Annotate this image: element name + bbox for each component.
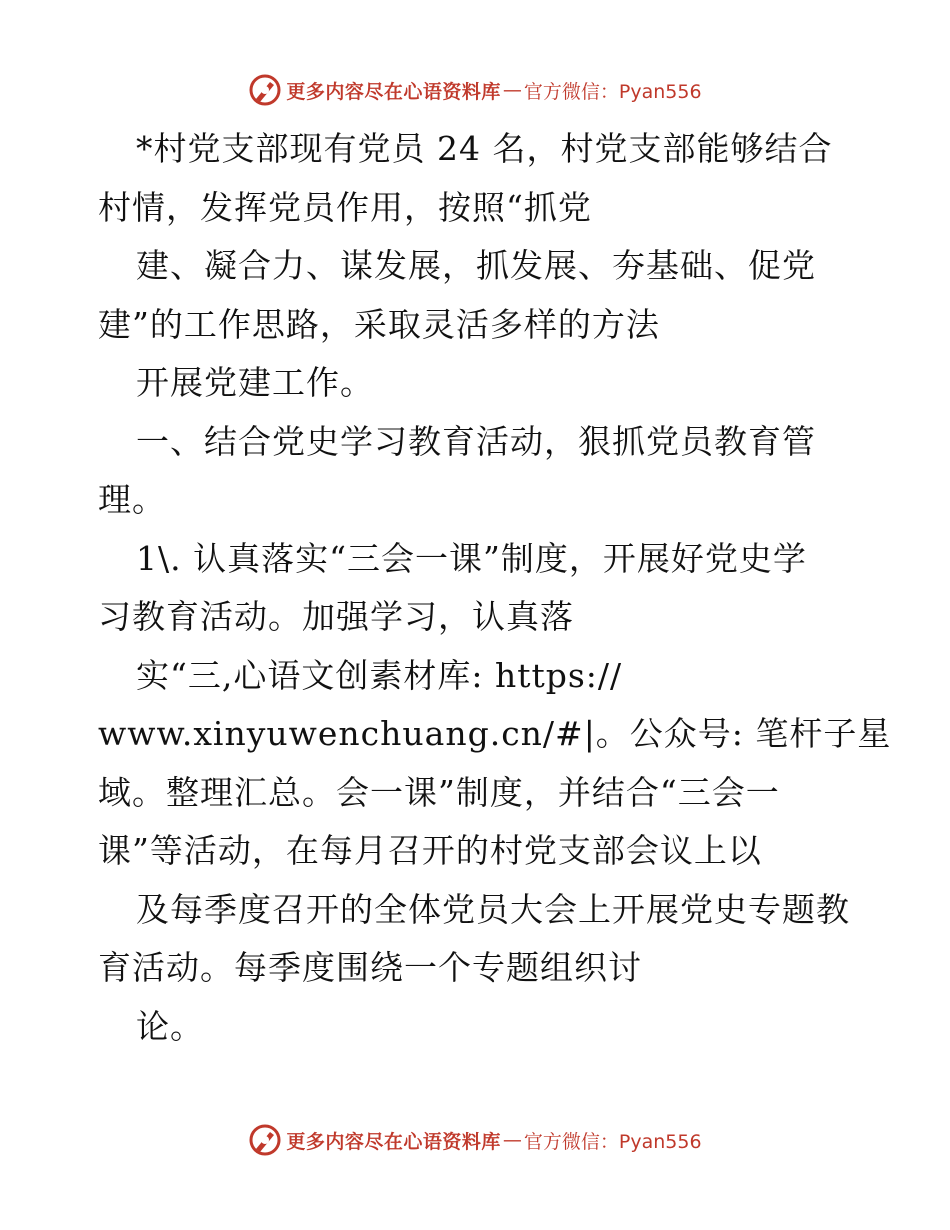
text-line: 理。 <box>98 480 166 519</box>
text-line: 1\. 认真落实“三会一课”制度，开展好党史学 <box>136 538 807 578</box>
bottom-watermark-banner <box>0 1120 950 1160</box>
text-line: 育活动。每季度围绕一个专题组织讨 <box>98 948 642 987</box>
text-line: 域。整理汇总。会一课”制度，并结合“三会一 <box>98 772 780 812</box>
text-line: 建”的工作思路，采取灵活多样的方法 <box>98 304 660 344</box>
text-line: 论。 <box>136 1006 204 1046</box>
watermark-separator: — <box>502 79 522 101</box>
watermark-main-text: 更多内容尽在心语资料库 <box>286 80 501 103</box>
watermark-separator: — <box>502 1129 522 1151</box>
text-line: 村情，发挥党员作用，按照“抓党 <box>98 187 592 227</box>
text-line: 习教育活动。加强学习，认真落 <box>98 597 574 636</box>
text-line: 建、凝合力、谋发展，抓发展、夯基础、促党 <box>136 246 816 285</box>
pen-circle-logo-icon <box>248 73 282 107</box>
watermark-main-text: 更多内容尽在心语资料库 <box>286 1130 501 1153</box>
document-body <box>98 120 892 1056</box>
watermark-official-text: 官方微信：Pyan556 <box>523 80 702 103</box>
text-line: www.xinyuwenchuang.cn/#|。公众号: 笔杆子星 <box>98 714 892 753</box>
text-line: 实“三,心语文创素材库: https:// <box>136 655 623 695</box>
watermark-official-text: 官方微信：Pyan556 <box>523 1130 702 1153</box>
text-line: *村党支部现有党员 24 名，村党支部能够结合 <box>136 129 833 168</box>
text-line: 课”等活动，在每月召开的村党支部会议上以 <box>98 831 762 870</box>
pen-circle-logo-icon <box>248 1123 282 1157</box>
text-line: 开展党建工作。 <box>136 363 374 402</box>
section-heading-line: 一、结合党史学习教育活动，狠抓党员教育管 <box>136 421 816 461</box>
text-line: 及每季度召开的全体党员大会上开展党史专题教 <box>136 889 850 929</box>
top-watermark-banner <box>0 70 950 110</box>
